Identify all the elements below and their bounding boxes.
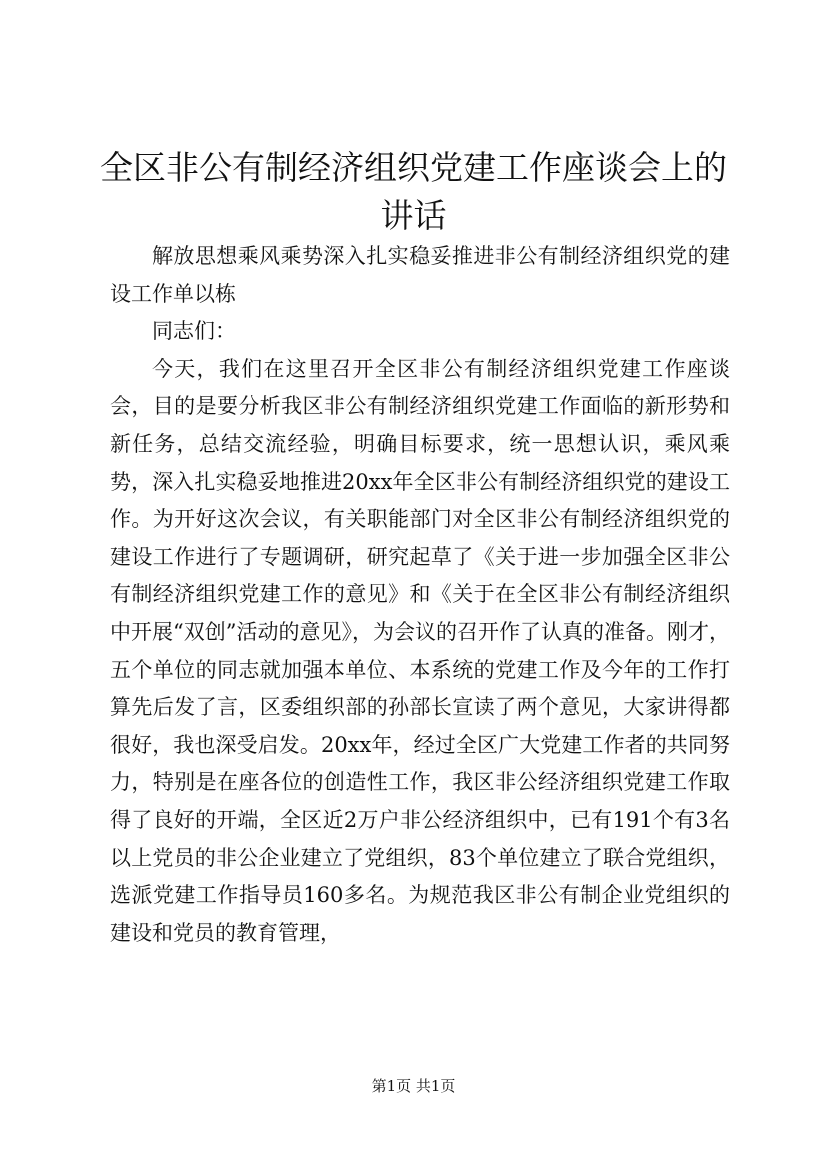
document-title: 全区非公有制经济组织党建工作座谈会上的讲话 [100,148,727,235]
page-footer: 第1页 共1页 [371,1077,456,1095]
document-body [110,238,730,952]
salutation-paragraph: 同志们： [152,319,236,344]
body-paragraph: 今天，我们在这里召开全区非公有制经济组织党建工作座谈会，目的是要分析我区非公有制经济组织党建工作面临的新形势和新任务，总结交流经验，明确目标要求，统一思想认识，乘风乘势，深入扎实稳妥地推进20xx年全区非公有制经济组织党的建设工作。为开好这次会议，有关职能部门对全区非公有制经济组织党的建设工作进行了专题调研，研究起草了《关于进一步加强全区非公有制经济组织党建工作的意见》和《关于在全区非公有制经济组织中开展“双创”活动的意见》，为会议的召开作了认真的准备。刚才，五个单位的同志就加强本单位、本系统的党建工作及今年的工作打算先后发了言，区委组织部的孙部长宣读了两个意见，大家讲得都很好，我也深受启发。20xx年，经过全区广大党建工作者的共同努力，特别是在座各位的创造性工作，我区非公经济组织党建工作取得了良好的开端，全区近2万户非公经济组织中，已有191个有3名以上党员的非公企业建立了党组织，83个单位建立了联合党组织，选派党建工作指导员160多名。为规范我区非公有制企业党组织的建设和党员的教育管理， [110,356,730,945]
subtitle-paragraph: 解放思想乘风乘势深入扎实稳妥推进非公有制经济组织党的建设工作单以栋 [110,244,730,306]
